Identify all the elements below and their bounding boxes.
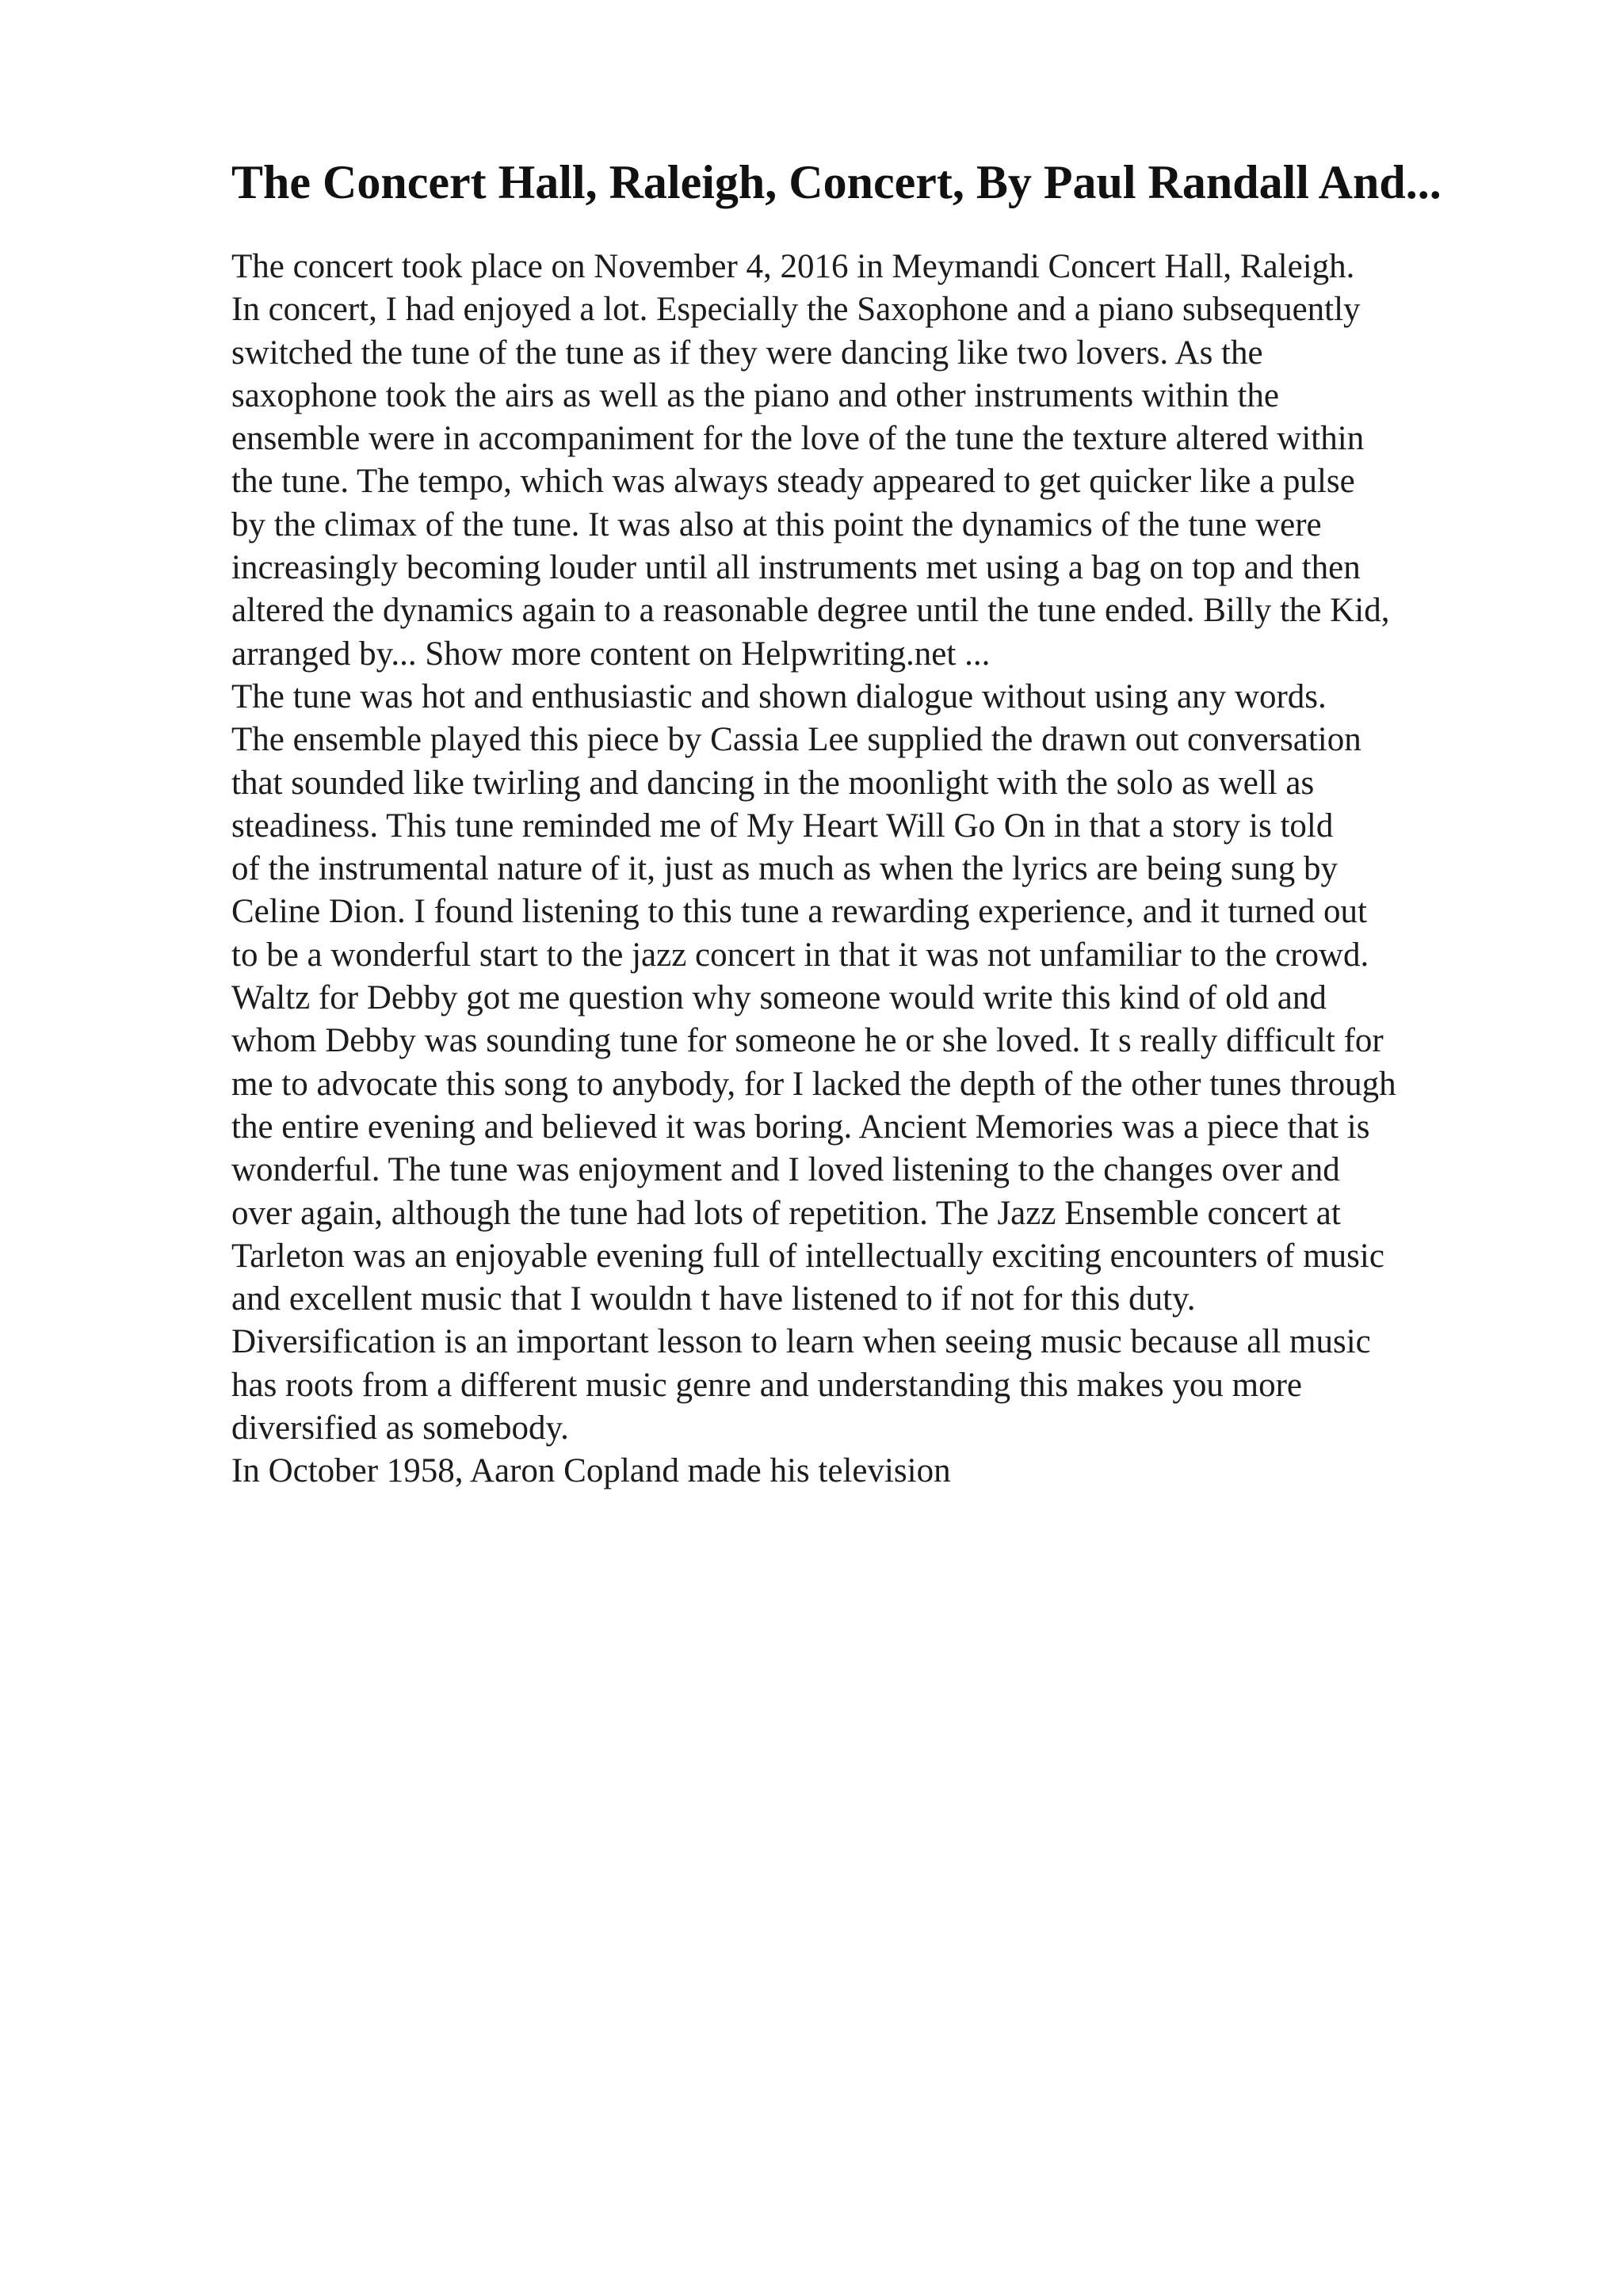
body-line: In October 1958, Aaron Copland made his television	[231, 1452, 951, 1490]
body-line: and excellent music that I wouldn t have listened to if not for this duty.	[231, 1280, 1196, 1318]
body-line: me to advocate this song to anybody, for I lacked the depth of the other tunes through	[231, 1065, 1396, 1103]
body-line: switched the tune of the tune as if they were dancing like two lovers. As the	[231, 334, 1263, 372]
body-line: Diversification is an important lesson to learn when seeing music because all music	[231, 1323, 1371, 1361]
body-line: of the instrumental nature of it, just as much as when the lyrics are being sung by	[231, 850, 1338, 888]
body-line: the tune. The tempo, which was always steady appeared to get quicker like a pulse	[231, 463, 1355, 501]
body-line: over again, although the tune had lots of repetition. The Jazz Ensemble concert at	[231, 1194, 1341, 1232]
body-line: altered the dynamics again to a reasonable degree until the tune ended. Billy the Kid,	[231, 592, 1390, 630]
body-line: by the climax of the tune. It was also at this point the dynamics of the tune were	[231, 505, 1322, 543]
body-line: wonderful. The tune was enjoyment and I loved listening to the changes over and	[231, 1151, 1340, 1189]
body-line: In concert, I had enjoyed a lot. Especially the Saxophone and a piano subsequently	[231, 291, 1361, 329]
body-line: ensemble were in accompaniment for the love of the tune the texture altered within	[231, 420, 1365, 458]
body-line: The ensemble played this piece by Cassia Lee supplied the drawn out conversation	[231, 721, 1361, 759]
body-line: the entire evening and believed it was boring. Ancient Memories was a piece that is	[231, 1108, 1370, 1146]
body-line: whom Debby was sounding tune for someone he or she loved. It s really difficult for	[231, 1022, 1384, 1060]
body-line: to be a wonderful start to the jazz concert in that it was not unfamiliar to the crowd.	[231, 936, 1369, 974]
body-line: diversified as somebody.	[231, 1409, 569, 1447]
body-line: increasingly becoming louder until all instruments met using a bag on top and then	[231, 549, 1361, 587]
body-line: Celine Dion. I found listening to this tune a rewarding experience, and it turned out	[231, 893, 1367, 931]
body-line: that sounded like twirling and dancing in the moonlight with the solo as well as	[231, 764, 1315, 802]
page-title: The Concert Hall, Raleigh, Concert, By Paul Randall And...	[231, 156, 1442, 208]
body-line: steadiness. This tune reminded me of My Heart Will Go On in that a story is told	[231, 807, 1334, 845]
body-line: The concert took place on November 4, 2016 in Meymandi Concert Hall, Raleigh.	[231, 248, 1355, 285]
body-line: has roots from a different music genre and understanding this makes you more	[231, 1366, 1302, 1404]
body-line: Waltz for Debby got me question why someone would write this kind of old and	[231, 979, 1327, 1017]
document-body	[231, 246, 1531, 1493]
body-line: The tune was hot and enthusiastic and shown dialogue without using any words.	[231, 677, 1327, 715]
body-line: Tarleton was an enjoyable evening full of intellectually exciting encounters of music	[231, 1237, 1384, 1275]
show-more-line: arranged by... Show more content on Helpwriting.net ...	[231, 635, 991, 673]
body-line: saxophone took the airs as well as the piano and other instruments within the	[231, 376, 1279, 414]
